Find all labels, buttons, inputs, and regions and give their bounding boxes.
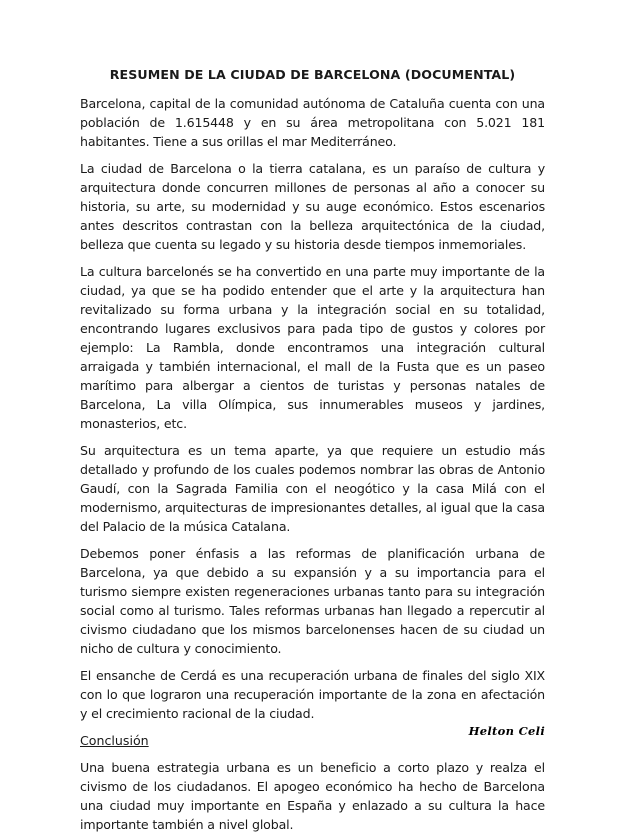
author-signature: Helton Celi: [468, 724, 545, 738]
paragraph-culture-architecture: La ciudad de Barcelona o la tierra catalana, es un paraíso de cultura y arquitectura donde concurren millones de personas al año a conocer su historia, su arte, su modernidad y su auge económico. Estos escenarios antes descritos contrastan con la belleza arquitectónica de la ciudad, belleza que cuenta su legado y su historia desde tiempos inmemoriales.: [80, 161, 545, 252]
paragraph-population: Barcelona, capital de la comunidad autónoma de Cataluña cuenta con una población de 1.615448 y en su área metropolitana con 5.021 181 habitantes. Tiene a sus orillas el mar Mediterráneo.: [80, 96, 545, 149]
paragraph-architecture-gaudi: Su arquitectura es un tema aparte, ya que requiere un estudio más detallado y profundo de los cuales podemos nombrar las obras de Antonio Gaudí, con la Sagrada Familia con el neogótico y la casa Milá con el modernismo, arquitecturas de impresionantes detalles, al igual que la casa del Palacio de la música Catalana.: [80, 443, 545, 534]
document-title: RESUMEN DE LA CIUDAD DE BARCELONA (DOCUMENTAL): [109, 67, 516, 82]
paragraph-ensanche-cerda: El ensanche de Cerdá es una recuperación urbana de finales del siglo XIX con lo que lograron una recuperación importante de la zona en afectación y el crecimiento racional de la ciudad.: [80, 668, 545, 721]
conclusion-paragraph: Una buena estrategia urbana es un beneficio a corto plazo y realza el civismo de los ciudadanos. El apogeo económico ha hecho de Barcelona una ciudad muy importante en España y enlazado a su cultura la hace importante también a nivel global.: [80, 760, 545, 832]
paragraph-barcelona-culture: La cultura barcelonés se ha convertido en una parte muy importante de la ciudad, ya que se ha podido entender que el arte y la arquitectura han revitalizado su forma urbana y la integración social en su totalidad, encontrando lugares exclusivos para pada tipo de gustos y colores por ejemplo: La Rambla, donde encontramos una integración cultural arraigada y también internacional, el mall de la Fusta que es un paseo marítimo para albergar a cientos de turistas y personas natales de Barcelona, La villa Olímpica, sus innumerables museos y jardines, monasterios, etc.: [80, 264, 545, 431]
conclusion-heading: Conclusión: [80, 733, 149, 748]
paragraph-urban-reforms: Debemos poner énfasis a las reformas de planificación urbana de Barcelona, ya que debido a su expansión y a su importancia para el turismo siempre existen regeneraciones urbanas tanto para su integración social como al turismo. Tales reformas urbanas han llegado a repercutir al civismo ciudadano que los mismos barcelonenses hacen de su ciudad un nicho de cultura y conocimiento.: [80, 546, 545, 656]
